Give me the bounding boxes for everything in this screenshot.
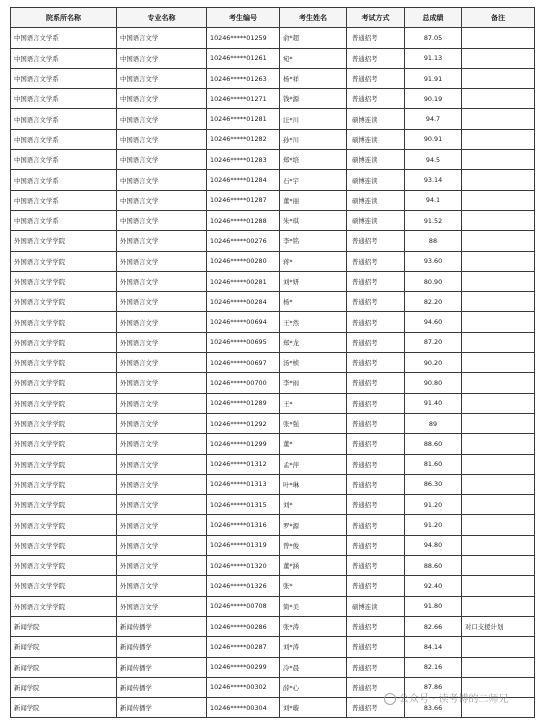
cell-candidate-name: 杨*祥 [280,68,347,88]
table-row [11,271,535,291]
cell-candidate-id: 10246*****00276 [207,231,280,251]
cell-candidate-name: 孙*川 [280,129,347,149]
cell-total-score: 91.40 [405,393,462,413]
cell-major: 外国语言文学 [117,413,207,433]
cell-candidate-name: 李*雨 [280,373,347,393]
table-row [11,393,535,413]
cell-candidate-name: 刘*涛 [280,637,347,657]
cell-remarks [462,515,535,535]
cell-major: 外国语言文学 [117,434,207,454]
cell-candidate-id: 10246*****01326 [207,576,280,596]
table-row [11,434,535,454]
cell-candidate-name: 钱*源 [280,89,347,109]
cell-department: 外国语言文学学院 [11,292,117,312]
cell-exam-mode: 普通招考 [347,271,405,291]
cell-remarks [462,271,535,291]
cell-candidate-id: 10246*****01320 [207,556,280,576]
cell-major: 中国语言文学 [117,150,207,170]
header-remarks: 备注 [462,8,535,28]
cell-major: 外国语言文学 [117,576,207,596]
watermark-text: 公众号 · 读考博的二师兄 [399,694,509,705]
cell-department: 外国语言文学学院 [11,454,117,474]
table-row [11,454,535,474]
cell-total-score: 93.14 [405,170,462,190]
cell-total-score: 91.20 [405,515,462,535]
cell-remarks [462,170,535,190]
table-row [11,129,535,149]
cell-exam-mode: 普通招考 [347,251,405,271]
cell-candidate-id: 10246*****01312 [207,454,280,474]
cell-exam-mode: 普通招考 [347,68,405,88]
cell-total-score: 87.86 [405,677,462,697]
cell-candidate-id: 10246*****01271 [207,89,280,109]
cell-candidate-name: 汤*桢 [280,353,347,373]
cell-major: 外国语言文学 [117,373,207,393]
cell-candidate-name: 汪*川 [280,109,347,129]
cell-major: 新闻传播学 [117,616,207,636]
cell-exam-mode: 普通招考 [347,48,405,68]
cell-department: 外国语言文学学院 [11,231,117,251]
cell-total-score: 93.60 [405,251,462,271]
cell-department: 外国语言文学学院 [11,271,117,291]
cell-exam-mode: 普通招考 [347,616,405,636]
cell-candidate-id: 10246*****00299 [207,657,280,677]
table-row [11,535,535,555]
header-candidate-name: 考生姓名 [280,8,347,28]
table-row [11,515,535,535]
table-row [11,495,535,515]
admission-results-table [10,7,535,718]
cell-candidate-name: 杨* [280,292,347,312]
cell-major: 外国语言文学 [117,332,207,352]
cell-total-score: 94.60 [405,312,462,332]
cell-total-score: 91.20 [405,495,462,515]
cell-exam-mode: 普通招考 [347,495,405,515]
table-row [11,576,535,596]
cell-total-score: 91.52 [405,210,462,230]
cell-total-score: 91.91 [405,68,462,88]
cell-total-score: 94.5 [405,150,462,170]
cell-department: 中国语言文学系 [11,89,117,109]
cell-remarks [462,413,535,433]
cell-department: 外国语言文学学院 [11,332,117,352]
cell-candidate-id: 10246*****00286 [207,616,280,636]
cell-exam-mode: 普通招考 [347,535,405,555]
cell-department: 中国语言文学系 [11,48,117,68]
cell-total-score: 86.30 [405,474,462,494]
cell-total-score: 82.16 [405,657,462,677]
cell-exam-mode: 普通招考 [347,657,405,677]
cell-total-score: 90.20 [405,353,462,373]
cell-total-score: 90.80 [405,373,462,393]
cell-major: 外国语言文学 [117,393,207,413]
cell-total-score: 82.20 [405,292,462,312]
table-row [11,353,535,373]
cell-exam-mode: 普通招考 [347,576,405,596]
cell-major: 外国语言文学 [117,515,207,535]
cell-major: 中国语言文学 [117,129,207,149]
cell-candidate-name: 简*美 [280,596,347,616]
cell-exam-mode: 普通招考 [347,231,405,251]
cell-candidate-id: 10246*****00695 [207,332,280,352]
cell-remarks [462,657,535,677]
cell-remarks [462,373,535,393]
cell-candidate-name: 叶*琳 [280,474,347,494]
cell-department: 外国语言文学学院 [11,474,117,494]
cell-total-score: 94.80 [405,535,462,555]
cell-exam-mode: 硕博连读 [347,129,405,149]
cell-remarks [462,292,535,312]
cell-exam-mode: 普通招考 [347,332,405,352]
cell-exam-mode: 普通招考 [347,413,405,433]
cell-major: 外国语言文学 [117,474,207,494]
cell-major: 外国语言文学 [117,271,207,291]
cell-total-score: 89 [405,413,462,433]
cell-candidate-id: 10246*****00281 [207,271,280,291]
cell-remarks [462,251,535,271]
cell-major: 外国语言文学 [117,353,207,373]
cell-total-score: 91.13 [405,48,462,68]
cell-exam-mode: 普通招考 [347,312,405,332]
cell-candidate-name: 朱*琪 [280,210,347,230]
cell-major: 中国语言文学 [117,170,207,190]
table-row [11,657,535,677]
cell-candidate-name: 刘* [280,495,347,515]
cell-department: 中国语言文学系 [11,190,117,210]
cell-total-score: 82.66 [405,616,462,636]
cell-total-score: 87.05 [405,28,462,48]
table-row [11,413,535,433]
cell-department: 外国语言文学学院 [11,556,117,576]
cell-candidate-id: 10246*****01292 [207,413,280,433]
wechat-icon [384,693,396,705]
cell-exam-mode: 硕博连读 [347,150,405,170]
table-row [11,170,535,190]
cell-exam-mode: 普通招考 [347,677,405,697]
cell-remarks [462,312,535,332]
cell-candidate-name: 董* [280,434,347,454]
cell-department: 外国语言文学学院 [11,312,117,332]
cell-exam-mode: 普通招考 [347,393,405,413]
cell-candidate-id: 10246*****01313 [207,474,280,494]
cell-exam-mode: 硕博连读 [347,190,405,210]
table-row [11,48,535,68]
cell-candidate-name: 曾*俊 [280,535,347,555]
cell-department: 外国语言文学学院 [11,373,117,393]
cell-remarks [462,28,535,48]
cell-major: 中国语言文学 [117,210,207,230]
cell-total-score: 92.40 [405,576,462,596]
header-department: 院系所名称 [11,8,117,28]
cell-remarks [462,150,535,170]
cell-remarks [462,637,535,657]
cell-total-score: 94.1 [405,190,462,210]
cell-major: 中国语言文学 [117,28,207,48]
cell-candidate-name: 张*涛 [280,616,347,636]
cell-major: 新闻传播学 [117,677,207,697]
cell-department: 外国语言文学学院 [11,353,117,373]
cell-total-score: 90.19 [405,89,462,109]
table-row [11,251,535,271]
cell-candidate-id: 10246*****01283 [207,150,280,170]
table-row [11,109,535,129]
cell-major: 中国语言文学 [117,48,207,68]
cell-remarks: 对口支援计划 [462,616,535,636]
table-row [11,596,535,616]
table-row [11,292,535,312]
cell-candidate-name: 刘*璇 [280,698,347,718]
cell-major: 外国语言文学 [117,312,207,332]
cell-remarks [462,596,535,616]
cell-total-score: 84.14 [405,637,462,657]
table-row [11,28,535,48]
cell-candidate-id: 10246*****01289 [207,393,280,413]
cell-candidate-id: 10246*****01261 [207,48,280,68]
cell-candidate-id: 10246*****01281 [207,109,280,129]
cell-exam-mode: 硕博连读 [347,170,405,190]
cell-department: 外国语言文学学院 [11,535,117,555]
cell-candidate-name: 王*然 [280,312,347,332]
cell-department: 中国语言文学系 [11,129,117,149]
cell-remarks [462,556,535,576]
cell-major: 外国语言文学 [117,535,207,555]
cell-total-score: 88 [405,231,462,251]
cell-major: 中国语言文学 [117,68,207,88]
cell-exam-mode: 硕博连读 [347,210,405,230]
cell-major: 中国语言文学 [117,89,207,109]
cell-exam-mode: 普通招考 [347,637,405,657]
cell-candidate-name: 王* [280,393,347,413]
cell-department: 新闻学院 [11,698,117,718]
cell-candidate-id: 10246*****00302 [207,677,280,697]
cell-candidate-id: 10246*****01316 [207,515,280,535]
cell-candidate-name: 郑*龙 [280,332,347,352]
cell-candidate-id: 10246*****00280 [207,251,280,271]
cell-candidate-name: 张*强 [280,413,347,433]
cell-major: 外国语言文学 [117,495,207,515]
cell-candidate-name: 董*丽 [280,190,347,210]
cell-department: 新闻学院 [11,657,117,677]
cell-department: 新闻学院 [11,637,117,657]
cell-major: 中国语言文学 [117,190,207,210]
cell-total-score: 88.60 [405,556,462,576]
cell-candidate-name: 刘*妍 [280,271,347,291]
cell-department: 中国语言文学系 [11,28,117,48]
cell-remarks [462,231,535,251]
cell-candidate-name: 孟*萍 [280,454,347,474]
cell-exam-mode: 普通招考 [347,373,405,393]
cell-exam-mode: 普通招考 [347,698,405,718]
cell-department: 新闻学院 [11,616,117,636]
cell-exam-mode: 普通招考 [347,515,405,535]
table-row [11,332,535,352]
cell-candidate-name: 李*铭 [280,231,347,251]
cell-department: 外国语言文学学院 [11,413,117,433]
cell-remarks [462,353,535,373]
cell-department: 中国语言文学系 [11,68,117,88]
cell-major: 外国语言文学 [117,231,207,251]
cell-remarks [462,495,535,515]
cell-total-score: 94.7 [405,109,462,129]
cell-exam-mode: 普通招考 [347,353,405,373]
header-exam-mode: 考试方式 [347,8,405,28]
cell-department: 外国语言文学学院 [11,393,117,413]
cell-remarks [462,393,535,413]
cell-candidate-id: 10246*****01287 [207,190,280,210]
cell-department: 外国语言文学学院 [11,251,117,271]
cell-candidate-id: 10246*****00700 [207,373,280,393]
cell-candidate-id: 10246*****00697 [207,353,280,373]
watermark [384,690,509,705]
cell-department: 外国语言文学学院 [11,576,117,596]
cell-exam-mode: 普通招考 [347,454,405,474]
cell-total-score: 91.80 [405,596,462,616]
cell-remarks [462,535,535,555]
cell-department: 中国语言文学系 [11,170,117,190]
cell-remarks [462,48,535,68]
cell-department: 中国语言文学系 [11,210,117,230]
cell-major: 外国语言文学 [117,596,207,616]
cell-exam-mode: 普通招考 [347,28,405,48]
table-row [11,312,535,332]
cell-department: 外国语言文学学院 [11,495,117,515]
header-total-score: 总成绩 [405,8,462,28]
cell-candidate-id: 10246*****01288 [207,210,280,230]
cell-remarks [462,434,535,454]
cell-department: 中国语言文学系 [11,150,117,170]
cell-candidate-name: 蒋* [280,251,347,271]
header-major: 专业名称 [117,8,207,28]
cell-major: 新闻传播学 [117,657,207,677]
cell-candidate-id: 10246*****00708 [207,596,280,616]
cell-candidate-name: 张* [280,576,347,596]
cell-exam-mode: 硕博连读 [347,109,405,129]
cell-candidate-name: 冷*晨 [280,657,347,677]
cell-candidate-name: 俞*超 [280,28,347,48]
cell-remarks [462,129,535,149]
table-header-row [11,8,535,28]
cell-remarks [462,332,535,352]
cell-candidate-name: 薛*心 [280,677,347,697]
cell-remarks [462,576,535,596]
cell-major: 中国语言文学 [117,109,207,129]
cell-candidate-name: 罗*源 [280,515,347,535]
cell-candidate-id: 10246*****01319 [207,535,280,555]
cell-total-score: 87.20 [405,332,462,352]
cell-candidate-name: 石*宇 [280,170,347,190]
cell-remarks [462,109,535,129]
cell-department: 外国语言文学学院 [11,515,117,535]
cell-candidate-id: 10246*****01263 [207,68,280,88]
table-row [11,89,535,109]
cell-remarks [462,89,535,109]
cell-remarks [462,474,535,494]
cell-major: 外国语言文学 [117,454,207,474]
table-row [11,637,535,657]
cell-candidate-name: 郑*培 [280,150,347,170]
cell-remarks [462,454,535,474]
table-row [11,231,535,251]
cell-candidate-id: 10246*****01299 [207,434,280,454]
table-row [11,150,535,170]
cell-total-score: 88.60 [405,434,462,454]
cell-major: 外国语言文学 [117,251,207,271]
cell-candidate-id: 10246*****01284 [207,170,280,190]
cell-candidate-id: 10246*****01259 [207,28,280,48]
table-row [11,556,535,576]
cell-exam-mode: 普通招考 [347,89,405,109]
cell-candidate-id: 10246*****01282 [207,129,280,149]
cell-total-score: 83.66 [405,698,462,718]
cell-department: 外国语言文学学院 [11,434,117,454]
cell-major: 外国语言文学 [117,292,207,312]
cell-remarks [462,190,535,210]
cell-major: 新闻传播学 [117,698,207,718]
cell-candidate-id: 10246*****00284 [207,292,280,312]
table-row [11,210,535,230]
cell-candidate-id: 10246*****01315 [207,495,280,515]
cell-exam-mode: 普通招考 [347,292,405,312]
cell-total-score: 81.60 [405,454,462,474]
header-candidate-id: 考生编号 [207,8,280,28]
cell-department: 中国语言文学系 [11,109,117,129]
cell-exam-mode: 硕博连读 [347,596,405,616]
cell-total-score: 90.91 [405,129,462,149]
table-row [11,68,535,88]
cell-remarks [462,68,535,88]
table-row [11,373,535,393]
cell-exam-mode: 普通招考 [347,434,405,454]
cell-exam-mode: 普通招考 [347,474,405,494]
cell-department: 新闻学院 [11,677,117,697]
cell-candidate-name: 宛* [280,48,347,68]
table-row [11,190,535,210]
cell-remarks [462,210,535,230]
cell-major: 新闻传播学 [117,637,207,657]
cell-total-score: 80.90 [405,271,462,291]
cell-exam-mode: 普通招考 [347,556,405,576]
cell-candidate-id: 10246*****00304 [207,698,280,718]
table-row [11,616,535,636]
cell-department: 外国语言文学学院 [11,596,117,616]
cell-major: 外国语言文学 [117,556,207,576]
cell-candidate-id: 10246*****00694 [207,312,280,332]
cell-candidate-id: 10246*****00287 [207,637,280,657]
cell-candidate-name: 董*涵 [280,556,347,576]
table-row [11,474,535,494]
